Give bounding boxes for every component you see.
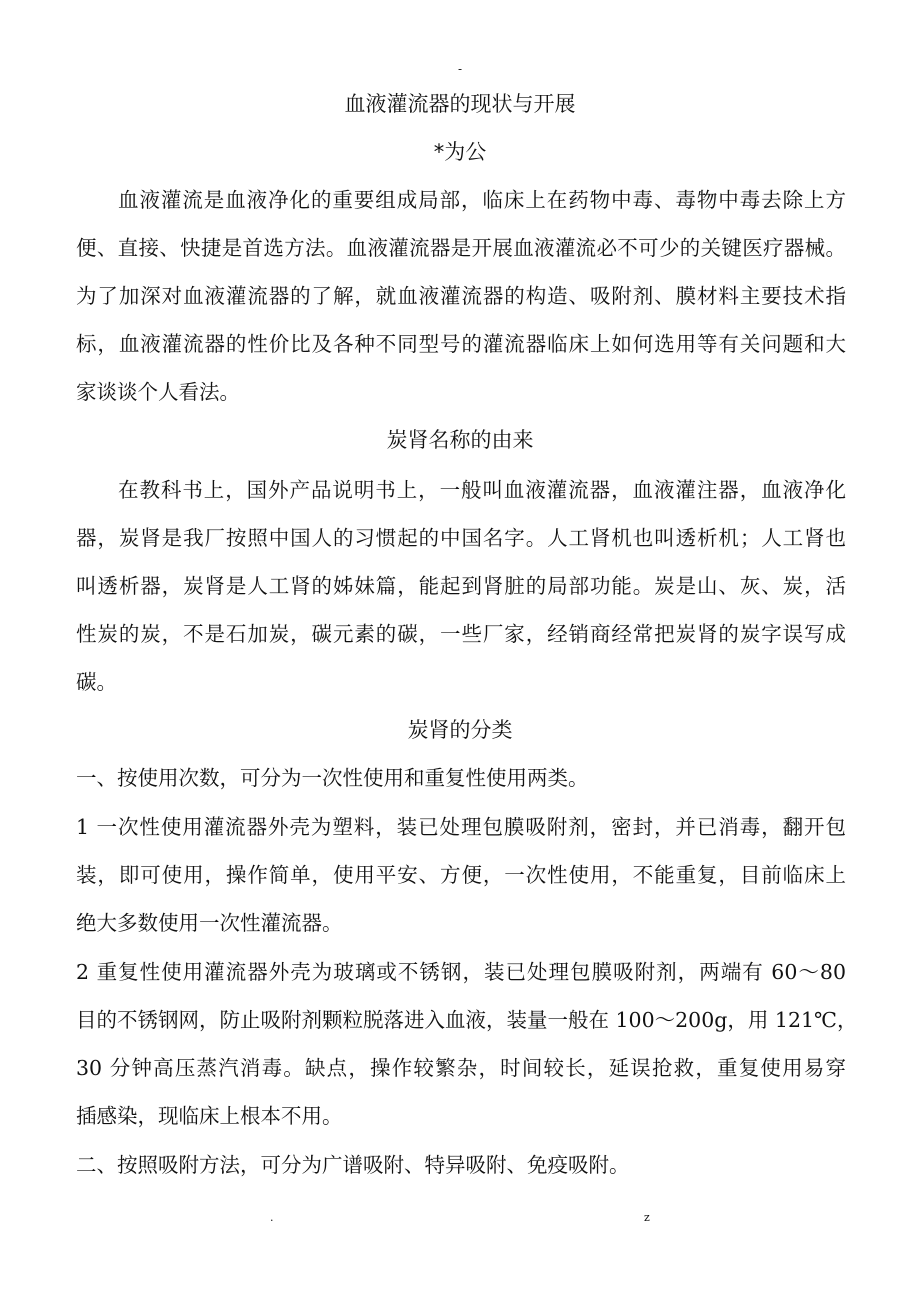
- footer-left-mark: .: [270, 1211, 274, 1224]
- document-title: 血液灌流器的现状与开展: [344, 92, 576, 116]
- document-author: *为公: [433, 140, 487, 164]
- list-item-heading: 二、按照吸附方法，可分为广谱吸附、特异吸附、免疫吸附。: [76, 1153, 630, 1177]
- section-heading-name-origin: 炭肾名称的由来: [386, 428, 534, 452]
- paragraph-line: 器，炭肾是我厂按照中国人的习惯起的中国名字。人工肾机也叫透析机；人工肾也: [76, 526, 846, 550]
- paragraph-line: 插感染，现临床上根本不用。: [76, 1104, 343, 1128]
- paragraph-line: 在教科书上，国外产品说明书上，一般叫血液灌流器，血液灌注器，血液净化: [118, 478, 846, 502]
- paragraph-line: 绝大多数使用一次性灌流器。: [76, 911, 343, 935]
- section-heading-classification: 炭肾的分类: [407, 718, 513, 742]
- paragraph-line: 家谈谈个人看法。: [76, 380, 240, 404]
- paragraph-line: 30 分钟高压蒸汽消毒。缺点，操作较繁杂，时间较长，延误抢救，重复使用易穿: [76, 1056, 846, 1080]
- paragraph-line: 1 一次性使用灌流器外壳为塑料，装已处理包膜吸附剂，密封，并已消毒，翻开包: [76, 815, 846, 839]
- paragraph-line: 2 重复性使用灌流器外壳为玻璃或不锈钢，装已处理包膜吸附剂，两端有 60～80: [76, 960, 846, 984]
- paragraph-line: 碳。: [76, 670, 117, 694]
- paragraph-line: 血液灌流是血液净化的重要组成局部，临床上在药物中毒、毒物中毒去除上方: [118, 188, 846, 212]
- list-item-heading: 一、按使用次数，可分为一次性使用和重复性使用两类。: [76, 766, 589, 790]
- header-mark: -: [457, 62, 463, 76]
- paragraph-line: 叫透析器，炭肾是人工肾的姊妹篇，能起到肾脏的局部功能。炭是山、灰、炭，活: [76, 574, 846, 598]
- paragraph-line: 性炭的炭，不是石加炭，碳元素的碳，一些厂家，经销商经常把炭肾的炭字误写成: [76, 622, 846, 646]
- paragraph-line: 目的不锈钢网，防止吸附剂颗粒脱落进入血液，装量一般在 100～200g，用 121℃，: [76, 1008, 858, 1032]
- paragraph-line: 标，血液灌流器的性价比及各种不同型号的灌流器临床上如何选用等有关问题和大: [76, 332, 846, 356]
- paragraph-line: 装，即可使用，操作简单，使用平安、方便，一次性使用，不能重复，目前临床上: [76, 863, 846, 887]
- footer-right-mark: z: [644, 1211, 650, 1224]
- paragraph-line: 为了加深对血液灌流器的了解，就血液灌流器的构造、吸附剂、膜材料主要技术指: [76, 284, 846, 308]
- paragraph-line: 便、直接、快捷是首选方法。血液灌流器是开展血液灌流必不可少的关键医疗器械。: [76, 236, 846, 260]
